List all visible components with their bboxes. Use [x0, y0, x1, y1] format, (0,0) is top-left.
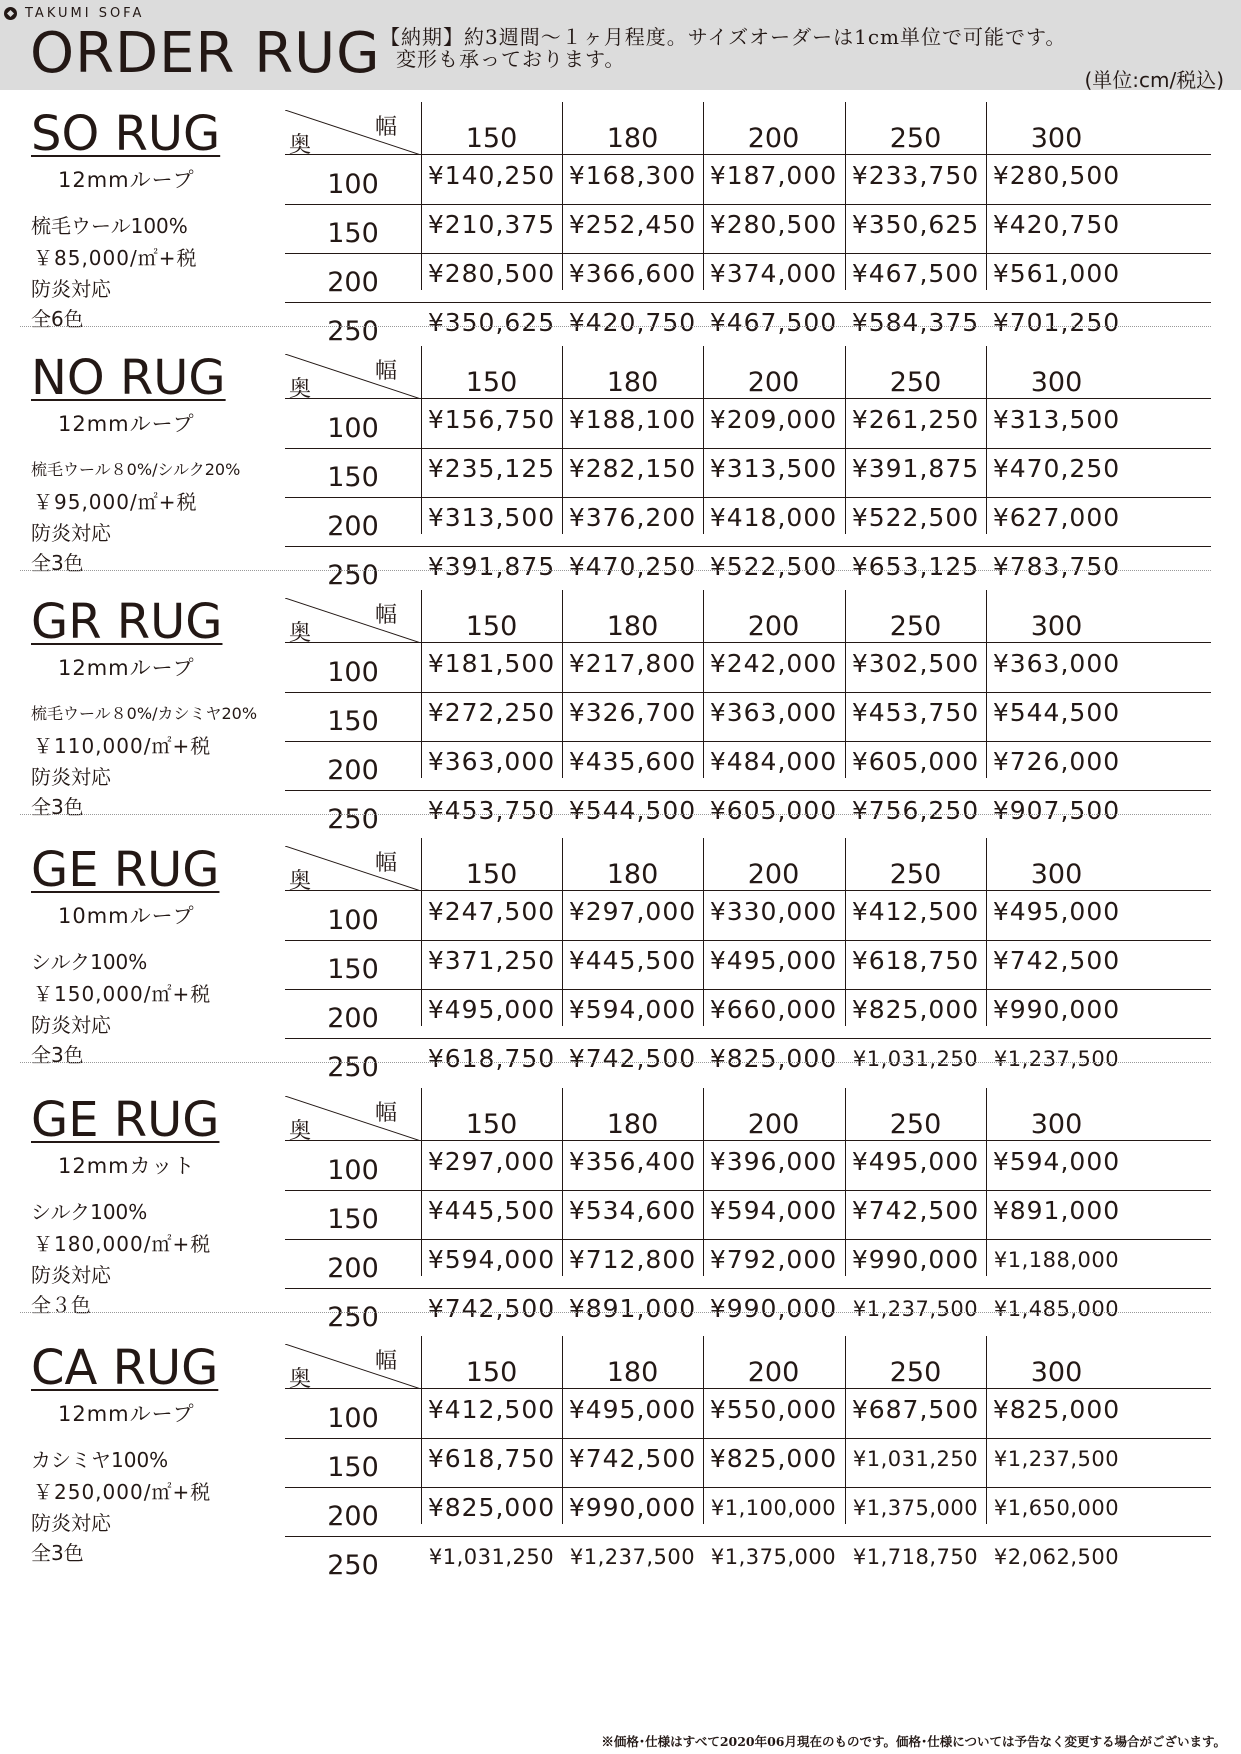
price-cell: ¥412,500	[427, 1395, 556, 1424]
table-row	[285, 693, 1211, 742]
header-divider	[421, 1388, 1211, 1389]
price-cell: ¥140,250	[427, 161, 556, 190]
price-cell: ¥522,500	[851, 503, 980, 532]
price-cell: ¥742,500	[427, 1294, 556, 1323]
price-cell: ¥1,237,500	[852, 1297, 979, 1321]
price-cell: ¥326,700	[568, 698, 697, 727]
rug-color-count: 全3色	[31, 551, 84, 575]
row-header-depth: 100	[327, 1403, 379, 1434]
price-cell: ¥247,500	[427, 897, 556, 926]
rug-name: NO RUG	[31, 350, 226, 406]
price-cell: ¥660,000	[709, 995, 838, 1024]
width-label: 幅	[375, 603, 398, 628]
price-cell: ¥495,000	[427, 995, 556, 1024]
header-divider	[421, 642, 1211, 643]
rug-material: 梳毛ウール８0%/カシミヤ20%	[31, 704, 258, 723]
delivery-notice-line1: 【納期】約3週間～１ヶ月程度。サイズオーダーは1cm単位で可能です。	[380, 25, 1067, 49]
rug-material: シルク100%	[31, 950, 148, 974]
price-cell: ¥495,000	[568, 1395, 697, 1424]
price-cell: ¥825,000	[709, 1044, 838, 1073]
price-cell: ¥418,000	[709, 503, 838, 532]
price-cell: ¥594,000	[992, 1147, 1121, 1176]
price-cell: ¥584,375	[851, 308, 980, 337]
price-cell: ¥235,125	[427, 454, 556, 483]
price-cell: ¥330,000	[709, 897, 838, 926]
price-cell: ¥891,000	[568, 1294, 697, 1323]
column-header-width: 250	[889, 123, 942, 154]
table-corner-cell	[285, 846, 421, 894]
price-cell: ¥1,650,000	[993, 1496, 1120, 1520]
price-cell: ¥495,000	[992, 897, 1121, 926]
price-cell: ¥168,300	[568, 161, 697, 190]
table-corner-cell	[285, 1344, 421, 1392]
price-cell: ¥990,000	[709, 1294, 838, 1323]
price-cell: ¥742,500	[992, 946, 1121, 975]
unit-label: (単位:cm/税込)	[1084, 68, 1224, 92]
price-cell: ¥297,000	[427, 1147, 556, 1176]
page-header	[0, 0, 1241, 90]
rug-section	[0, 1326, 1241, 1581]
price-cell: ¥534,600	[568, 1196, 697, 1225]
price-cell: ¥261,250	[851, 405, 980, 434]
column-header-width: 150	[465, 1357, 518, 1388]
row-header-depth: 150	[327, 954, 379, 985]
rug-color-count: 全6色	[31, 307, 84, 331]
table-row	[285, 1390, 1211, 1439]
row-header-depth: 150	[327, 1452, 379, 1483]
rug-pile: 12mmループ	[58, 168, 195, 192]
rug-material: 梳毛ウール８0%/シルク20%	[31, 460, 241, 479]
column-header-width: 150	[465, 123, 518, 154]
row-header-depth: 250	[327, 560, 379, 591]
price-cell: ¥1,031,250	[852, 1447, 979, 1471]
column-header-width: 180	[606, 611, 659, 642]
price-cell: ¥1,031,250	[852, 1047, 979, 1071]
row-header-depth: 100	[327, 657, 379, 688]
price-cell: ¥363,000	[992, 649, 1121, 678]
table-row	[285, 1537, 1211, 1586]
price-cell: ¥187,000	[709, 161, 838, 190]
table-row	[285, 400, 1211, 449]
price-cell: ¥484,000	[709, 747, 838, 776]
table-row	[285, 1142, 1211, 1191]
price-cell: ¥350,625	[427, 308, 556, 337]
rug-unit-price: ￥180,000/㎡+税	[33, 1232, 212, 1256]
row-header-depth: 100	[327, 905, 379, 936]
price-cell: ¥233,750	[851, 161, 980, 190]
row-header-depth: 100	[327, 169, 379, 200]
rug-pile: 12mmループ	[58, 656, 195, 680]
price-cell: ¥453,750	[851, 698, 980, 727]
header-divider	[421, 890, 1211, 891]
column-header-width: 300	[1030, 123, 1083, 154]
price-cell: ¥156,750	[427, 405, 556, 434]
price-cell: ¥701,250	[992, 308, 1121, 337]
column-header-width: 200	[747, 367, 800, 398]
brand-name: TAKUMI SOFA	[25, 5, 145, 21]
row-header-depth: 200	[327, 267, 379, 298]
column-header-width: 300	[1030, 859, 1083, 890]
table-row	[285, 990, 1211, 1039]
price-cell: ¥712,800	[568, 1245, 697, 1274]
delivery-notice-line2: 変形も承っております。	[396, 47, 626, 71]
header-divider	[421, 154, 1211, 155]
price-cell: ¥990,000	[568, 1493, 697, 1522]
column-header-width: 150	[465, 859, 518, 890]
price-cell: ¥627,000	[992, 503, 1121, 532]
price-cell: ¥371,250	[427, 946, 556, 975]
row-header-depth: 100	[327, 413, 379, 444]
price-cell: ¥467,500	[851, 259, 980, 288]
column-header-width: 300	[1030, 367, 1083, 398]
row-header-depth: 150	[327, 706, 379, 737]
width-label: 幅	[375, 359, 398, 384]
price-cell: ¥282,150	[568, 454, 697, 483]
rug-name: GE RUG	[31, 1092, 220, 1148]
price-cell: ¥825,000	[851, 995, 980, 1024]
column-header-width: 180	[606, 123, 659, 154]
price-cell: ¥363,000	[709, 698, 838, 727]
price-cell: ¥825,000	[992, 1395, 1121, 1424]
price-cell: ¥217,800	[568, 649, 697, 678]
price-cell: ¥1,237,500	[569, 1545, 696, 1569]
column-header-width: 180	[606, 1109, 659, 1140]
price-cell: ¥618,750	[851, 946, 980, 975]
rug-color-count: 全3色	[31, 1541, 84, 1565]
table-row	[285, 1240, 1211, 1289]
price-cell: ¥742,500	[568, 1044, 697, 1073]
price-cell: ¥302,500	[851, 649, 980, 678]
rug-material: カシミヤ100%	[31, 1448, 169, 1472]
price-cell: ¥783,750	[992, 552, 1121, 581]
depth-label: 奥	[289, 621, 312, 646]
price-cell: ¥391,875	[427, 552, 556, 581]
column-header-width: 250	[889, 611, 942, 642]
column-header-width: 200	[747, 611, 800, 642]
price-cell: ¥412,500	[851, 897, 980, 926]
price-cell: ¥272,250	[427, 698, 556, 727]
header-divider	[421, 1140, 1211, 1141]
column-header-width: 180	[606, 1357, 659, 1388]
column-header-width: 200	[747, 123, 800, 154]
price-cell: ¥726,000	[992, 747, 1121, 776]
width-label: 幅	[375, 1349, 398, 1374]
price-cell: ¥363,000	[427, 747, 556, 776]
price-cell: ¥653,125	[851, 552, 980, 581]
price-cell: ¥1,375,000	[710, 1545, 837, 1569]
price-cell: ¥742,500	[851, 1196, 980, 1225]
row-header-depth: 250	[327, 804, 379, 835]
price-cell: ¥825,000	[709, 1444, 838, 1473]
price-cell: ¥891,000	[992, 1196, 1121, 1225]
depth-label: 奥	[289, 1367, 312, 1392]
row-header-depth: 200	[327, 511, 379, 542]
price-cell: ¥495,000	[709, 946, 838, 975]
column-header-width: 300	[1030, 1109, 1083, 1140]
price-cell: ¥990,000	[992, 995, 1121, 1024]
price-cell: ¥188,100	[568, 405, 697, 434]
price-cell: ¥210,375	[427, 210, 556, 239]
rug-fire-retardant: 防炎対応	[31, 277, 111, 301]
rug-section	[0, 580, 1241, 835]
depth-label: 奥	[289, 1119, 312, 1144]
rug-unit-price: ￥250,000/㎡+税	[33, 1480, 212, 1504]
price-cell: ¥391,875	[851, 454, 980, 483]
rug-unit-price: ￥85,000/㎡+税	[33, 246, 198, 270]
brand-logo-icon	[4, 7, 17, 20]
price-cell: ¥594,000	[709, 1196, 838, 1225]
price-cell: ¥544,500	[568, 796, 697, 825]
price-cell: ¥1,188,000	[993, 1248, 1120, 1272]
price-cell: ¥313,500	[992, 405, 1121, 434]
price-cell: ¥374,000	[709, 259, 838, 288]
column-header-width: 150	[465, 611, 518, 642]
width-label: 幅	[375, 851, 398, 876]
width-label: 幅	[375, 1101, 398, 1126]
brand	[4, 5, 144, 21]
rug-material: シルク100%	[31, 1200, 148, 1224]
price-cell: ¥792,000	[709, 1245, 838, 1274]
price-cell: ¥495,000	[851, 1147, 980, 1176]
rug-material: 梳毛ウール100%	[31, 214, 188, 238]
table-corner-cell	[285, 354, 421, 402]
price-cell: ¥209,000	[709, 405, 838, 434]
table-row	[285, 742, 1211, 791]
price-cell: ¥1,237,500	[993, 1047, 1120, 1071]
price-cell: ¥594,000	[427, 1245, 556, 1274]
column-header-width: 180	[606, 367, 659, 398]
price-cell: ¥313,500	[427, 503, 556, 532]
rug-name: SO RUG	[31, 106, 221, 162]
table-corner-cell	[285, 110, 421, 158]
price-cell: ¥1,031,250	[428, 1545, 555, 1569]
price-cell: ¥1,718,750	[852, 1545, 979, 1569]
table-row	[285, 205, 1211, 254]
price-cell: ¥990,000	[851, 1245, 980, 1274]
column-header-width: 200	[747, 1109, 800, 1140]
price-cell: ¥742,500	[568, 1444, 697, 1473]
rug-unit-price: ￥110,000/㎡+税	[33, 734, 212, 758]
row-header-depth: 150	[327, 462, 379, 493]
price-cell: ¥825,000	[427, 1493, 556, 1522]
delivery-notice	[380, 26, 1066, 70]
table-row	[285, 449, 1211, 498]
rug-color-count: 全3色	[31, 1043, 84, 1067]
rug-section	[0, 828, 1241, 1083]
price-cell: ¥561,000	[992, 259, 1121, 288]
price-cell: ¥376,200	[568, 503, 697, 532]
price-cell: ¥420,750	[568, 308, 697, 337]
rug-pile: 12mmループ	[58, 412, 195, 436]
rug-section	[0, 92, 1241, 347]
price-cell: ¥467,500	[709, 308, 838, 337]
price-cell: ¥350,625	[851, 210, 980, 239]
price-cell: ¥2,062,500	[993, 1545, 1120, 1569]
table-row	[285, 1488, 1211, 1537]
price-cell: ¥445,500	[568, 946, 697, 975]
table-row	[285, 1191, 1211, 1240]
price-cell: ¥280,500	[992, 161, 1121, 190]
price-cell: ¥605,000	[851, 747, 980, 776]
depth-label: 奥	[289, 869, 312, 894]
price-cell: ¥1,100,000	[710, 1496, 837, 1520]
price-cell: ¥594,000	[568, 995, 697, 1024]
row-header-depth: 250	[327, 1550, 379, 1581]
rug-color-count: 全3色	[31, 795, 84, 819]
width-label: 幅	[375, 115, 398, 140]
rug-pile: 12mmループ	[58, 1402, 195, 1426]
depth-label: 奥	[289, 377, 312, 402]
price-cell: ¥366,600	[568, 259, 697, 288]
price-cell: ¥297,000	[568, 897, 697, 926]
table-row	[285, 644, 1211, 693]
table-row	[285, 941, 1211, 990]
footnote: ※価格･仕様はすべて2020年06月現在のものです。価格･仕様については予告なく変更する場合がございます。	[601, 1734, 1226, 1749]
rug-section	[0, 336, 1241, 591]
column-header-width: 250	[889, 1357, 942, 1388]
rug-section	[0, 1078, 1241, 1333]
rug-pile: 12mmカット	[58, 1154, 196, 1178]
price-cell: ¥550,000	[709, 1395, 838, 1424]
price-cell: ¥453,750	[427, 796, 556, 825]
price-cell: ¥252,450	[568, 210, 697, 239]
row-header-depth: 150	[327, 218, 379, 249]
rug-pile: 10mmループ	[58, 904, 195, 928]
rug-fire-retardant: 防炎対応	[31, 521, 111, 545]
table-row	[285, 254, 1211, 303]
price-cell: ¥470,250	[992, 454, 1121, 483]
price-cell: ¥181,500	[427, 649, 556, 678]
row-header-depth: 200	[327, 1501, 379, 1532]
rug-unit-price: ￥150,000/㎡+税	[33, 982, 212, 1006]
column-header-width: 200	[747, 1357, 800, 1388]
column-header-width: 250	[889, 367, 942, 398]
price-cell: ¥396,000	[709, 1147, 838, 1176]
rug-fire-retardant: 防炎対応	[31, 765, 111, 789]
row-header-depth: 200	[327, 1003, 379, 1034]
price-cell: ¥1,485,000	[993, 1297, 1120, 1321]
price-cell: ¥280,500	[427, 259, 556, 288]
row-header-depth: 150	[327, 1204, 379, 1235]
column-header-width: 250	[889, 1109, 942, 1140]
price-cell: ¥756,250	[851, 796, 980, 825]
rug-fire-retardant: 防炎対応	[31, 1263, 111, 1287]
column-header-width: 200	[747, 859, 800, 890]
price-cell: ¥618,750	[427, 1444, 556, 1473]
column-header-width: 180	[606, 859, 659, 890]
price-cell: ¥907,500	[992, 796, 1121, 825]
table-row	[285, 1439, 1211, 1488]
price-cell: ¥280,500	[709, 210, 838, 239]
row-header-depth: 250	[327, 1052, 379, 1083]
price-cell: ¥242,000	[709, 649, 838, 678]
column-header-width: 250	[889, 859, 942, 890]
header-divider	[421, 398, 1211, 399]
table-row	[285, 498, 1211, 547]
rug-fire-retardant: 防炎対応	[31, 1013, 111, 1037]
row-header-depth: 200	[327, 1253, 379, 1284]
rug-unit-price: ￥95,000/㎡+税	[33, 490, 198, 514]
row-header-depth: 250	[327, 316, 379, 347]
rug-name: CA RUG	[31, 1340, 219, 1396]
price-cell: ¥356,400	[568, 1147, 697, 1176]
table-corner-cell	[285, 598, 421, 646]
price-cell: ¥544,500	[992, 698, 1121, 727]
column-header-width: 300	[1030, 611, 1083, 642]
rug-color-count: 全３色	[31, 1293, 91, 1317]
price-cell: ¥687,500	[851, 1395, 980, 1424]
price-cell: ¥313,500	[709, 454, 838, 483]
column-header-width: 300	[1030, 1357, 1083, 1388]
price-cell: ¥1,375,000	[852, 1496, 979, 1520]
price-cell: ¥522,500	[709, 552, 838, 581]
table-row	[285, 156, 1211, 205]
table-corner-cell	[285, 1096, 421, 1144]
rug-name: GR RUG	[31, 594, 223, 650]
row-header-depth: 250	[327, 1302, 379, 1333]
price-cell: ¥470,250	[568, 552, 697, 581]
price-cell: ¥445,500	[427, 1196, 556, 1225]
price-cell: ¥1,237,500	[993, 1447, 1120, 1471]
row-header-depth: 200	[327, 755, 379, 786]
page-title: ORDER RUG	[30, 21, 381, 86]
table-row	[285, 892, 1211, 941]
row-header-depth: 100	[327, 1155, 379, 1186]
depth-label: 奥	[289, 133, 312, 158]
price-cell: ¥618,750	[427, 1044, 556, 1073]
price-cell: ¥605,000	[709, 796, 838, 825]
rug-name: GE RUG	[31, 842, 220, 898]
column-header-width: 150	[465, 1109, 518, 1140]
column-header-width: 150	[465, 367, 518, 398]
price-cell: ¥435,600	[568, 747, 697, 776]
rug-fire-retardant: 防炎対応	[31, 1511, 111, 1535]
price-cell: ¥420,750	[992, 210, 1121, 239]
